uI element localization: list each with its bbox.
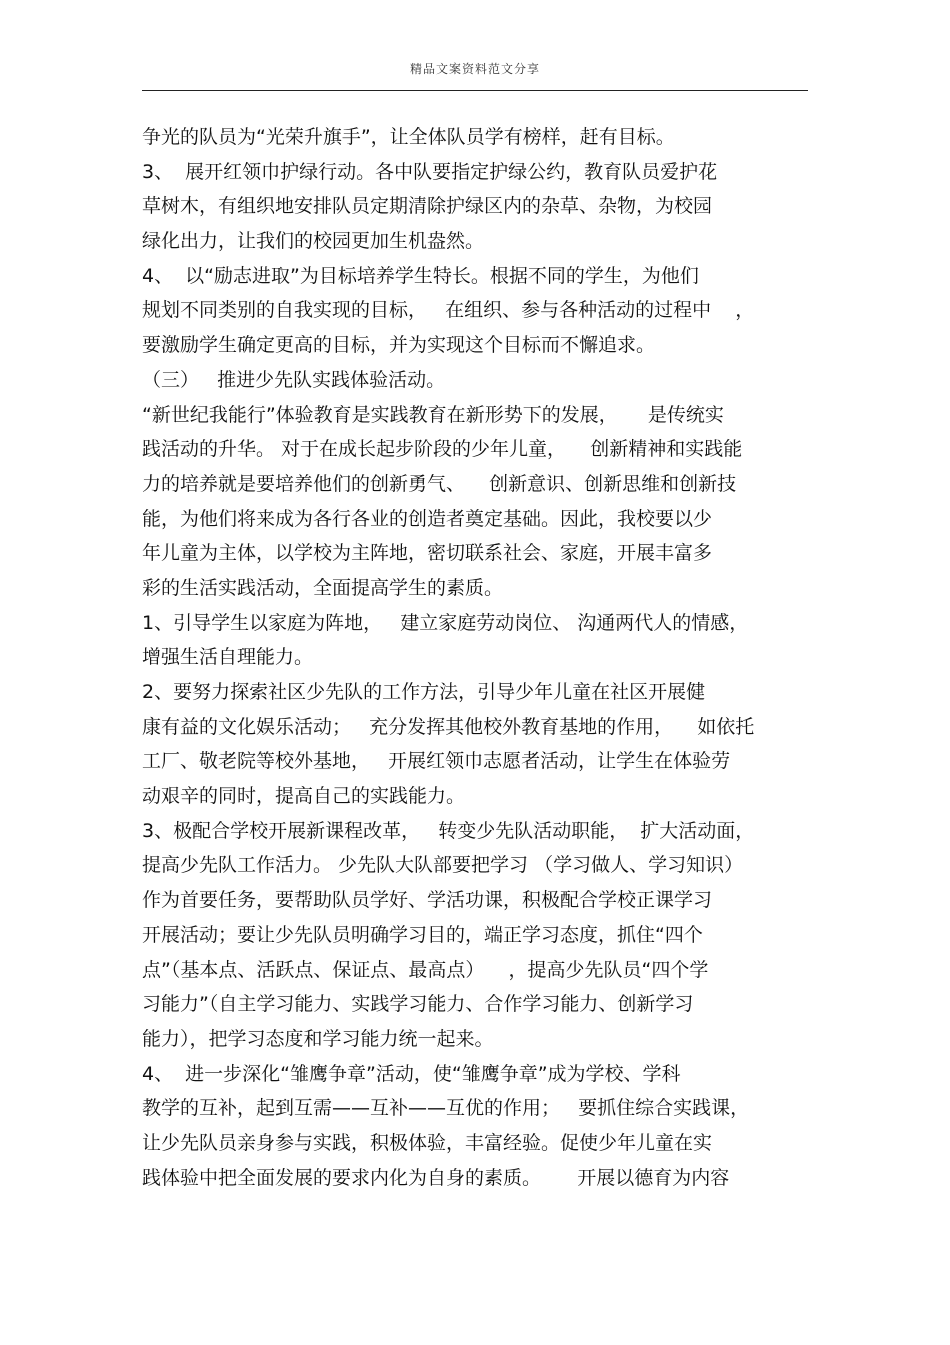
- text-line: 践活动的升华。 对于在成长起步阶段的少年儿童， 创新精神和实践能: [142, 438, 743, 461]
- text-line: 让少先队员亲身参与实践，积极体验，丰富经验。促使少年儿童在实: [142, 1131, 713, 1154]
- text-line: 工厂、敬老院等校外基地， 开展红领巾志愿者活动，让学生在体验劳: [142, 750, 731, 773]
- text-line: 要激励学生确定更高的目标，并为实现这个目标而不懈追求。: [142, 334, 656, 357]
- text-line: 动艰辛的同时，提高自己的实践能力。: [142, 785, 466, 808]
- text-line: 绿化出力，让我们的校园更加生机盎然。: [142, 230, 485, 253]
- text-line: 点”（基本点、活跃点、保证点、最高点） ，提高少先队员“四个学: [142, 958, 709, 981]
- text-line: 提高少先队工作活力。 少先队大队部要把学习 （学习做人、学习知识）: [142, 854, 744, 877]
- text-line: 康有益的文化娱乐活动； 充分发挥其他校外教育基地的作用， 如依托: [142, 715, 755, 738]
- text-line: 2、要努力探索社区少先队的工作方法，引导少年儿童在社区开展健: [142, 681, 706, 703]
- text-line: 作为首要任务，要帮助队员学好、学活功课，积极配合学校正课学习: [142, 889, 713, 912]
- text-line: 能力），把学习态度和学习能力统一起来。: [142, 1027, 494, 1050]
- text-line: 3、 展开红领巾护绿行动。各中队要指定护绿公约，教育队员爱护花: [142, 160, 718, 183]
- section-heading: （三） 推进少先队实践体验活动。: [142, 368, 446, 391]
- text-line: 习能力”（自主学习能力、实践学习能力、合作学习能力、创新学习: [142, 993, 694, 1016]
- text-line: 争光的队员为“光荣升旗手”，让全体队员学有榜样，赶有目标。: [142, 126, 675, 148]
- text-line: “新世纪我能行”体验教育是实践教育在新形势下的发展， 是传统实: [142, 403, 724, 426]
- text-line: 1、引导学生以家庭为阵地， 建立家庭劳动岗位、 沟通两代人的情感，: [142, 611, 749, 634]
- text-line: 能，为他们将来成为各行各业的创造者奠定基础。因此，我校要以少: [142, 507, 713, 530]
- text-line: 彩的生活实践活动，全面提高学生的素质。: [142, 576, 504, 599]
- text-line: 草树木，有组织地安排队员定期清除护绿区内的杂草、杂物，为校园: [142, 195, 713, 218]
- text-line: 4、 进一步深化“雏鹰争章”活动，使“雏鹰争章”成为学校、学科: [142, 1062, 681, 1085]
- text-line: 践体验中把全面发展的要求内化为自身的素质。 开展以德育为内容: [142, 1166, 730, 1189]
- text-line: 3、极配合学校开展新课程改革， 转变少先队活动职能， 扩大活动面，: [142, 819, 755, 842]
- text-line: 增强生活自理能力。: [142, 646, 314, 669]
- text-line: 年儿童为主体，以学校为主阵地，密切联系社会、家庭，开展丰富多: [142, 542, 713, 565]
- page-header: 精品文案资料范文分享: [409, 62, 540, 76]
- text-line: 4、 以“励志进取”为目标培养学生特长。根据不同的学生，为他们: [142, 264, 699, 287]
- document-body: [142, 120, 808, 1195]
- text-line: 教学的互补，起到互需——互补——互优的作用； 要抓住综合实践课，: [142, 1097, 750, 1120]
- text-line: 规划不同类别的自我实现的目标， 在组织、参与各种活动的过程中 ，: [142, 299, 755, 322]
- header-divider: [142, 90, 808, 91]
- text-line: 力的培养就是要培养他们的创新勇气、 创新意识、创新思维和创新技: [142, 472, 737, 495]
- text-line: 开展活动；要让少先队员明确学习目的，端正学习态度，抓住“四个: [142, 923, 703, 946]
